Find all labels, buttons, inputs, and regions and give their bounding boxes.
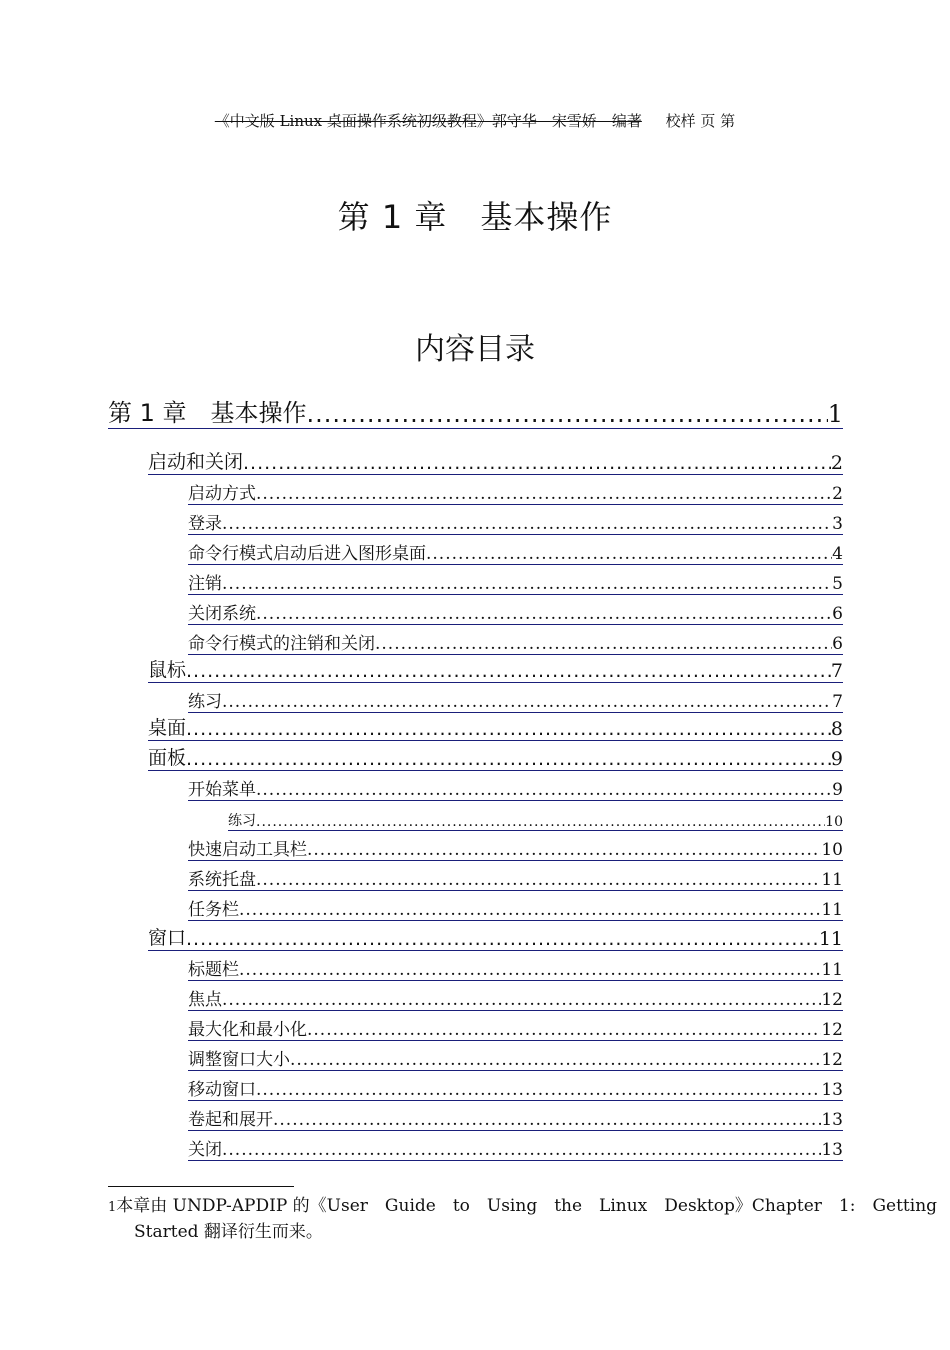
toc-entry-label: 启动方式 — [188, 484, 256, 504]
toc-entry-cli-to-desktop[interactable] — [188, 540, 843, 565]
toc-entry-label: 标题栏 — [188, 960, 239, 980]
footnote — [108, 1194, 950, 1244]
toc-dot-leader — [186, 660, 831, 682]
toc-page-number: 12 — [821, 990, 843, 1010]
toc-entry-label: 焦点 — [188, 990, 222, 1010]
toc-dot-leader — [256, 870, 821, 890]
toc-entry-mouse[interactable] — [148, 656, 843, 683]
footnote-mark: 1 — [108, 1200, 117, 1215]
toc-page-number: 12 — [821, 1050, 843, 1070]
toc-entry-taskbar[interactable] — [188, 896, 843, 921]
footnote-line-2: Started 翻译衍生而来。 — [134, 1222, 323, 1242]
toc-entry-desktop[interactable] — [148, 714, 843, 741]
running-header-tail: 校样 页 第 — [645, 112, 736, 130]
toc-page-number: 8 — [830, 718, 843, 740]
toc-entry-label: 鼠标 — [148, 659, 187, 681]
toc-page-number: 13 — [821, 1080, 843, 1100]
toc-dot-leader — [307, 840, 821, 860]
toc-entry-label: 桌面 — [148, 717, 187, 739]
toc-entry-roll-up-unroll[interactable] — [188, 1106, 843, 1131]
running-header — [0, 110, 950, 131]
toc-page-number: 9 — [830, 748, 843, 770]
toc-dot-leader — [239, 960, 821, 980]
toc-page-number: 13 — [821, 1140, 843, 1160]
toc-page-number: 3 — [832, 514, 843, 534]
toc-page-number: 7 — [830, 660, 843, 682]
toc-page-number: 13 — [821, 1110, 843, 1130]
toc-entry-mouse-exercise[interactable] — [188, 688, 843, 713]
toc-page-number: 11 — [821, 900, 843, 920]
toc-entry-label: 命令行模式启动后进入图形桌面 — [188, 544, 426, 564]
toc-page-number: 5 — [832, 574, 843, 594]
toc-dot-leader — [256, 1080, 821, 1100]
toc-dot-leader — [186, 718, 831, 740]
toc-page-number: 4 — [832, 544, 843, 564]
toc-entry-login[interactable] — [188, 510, 843, 535]
toc-entry-logout[interactable] — [188, 570, 843, 595]
toc-dot-leader — [307, 1020, 821, 1040]
toc-dot-leader — [256, 814, 825, 830]
toc-entry-label: 系统托盘 — [188, 870, 256, 890]
toc-entry-title-bar[interactable] — [188, 956, 843, 981]
toc-entry-label: 关闭系统 — [188, 604, 256, 624]
toc-entry-shutdown[interactable] — [188, 600, 843, 625]
toc-dot-leader — [222, 1140, 821, 1160]
toc-dot-leader — [186, 748, 831, 770]
toc-entry-label: 启动和关闭 — [148, 451, 244, 473]
toc-entry-label: 练习 — [228, 813, 256, 829]
toc-entry-label: 移动窗口 — [188, 1080, 256, 1100]
toc-page-number: 1 — [827, 400, 843, 428]
toc-entry-label: 窗口 — [148, 927, 187, 949]
toc-entry-maximize-minimize[interactable] — [188, 1016, 843, 1041]
toc-page-number: 6 — [832, 634, 843, 654]
toc-entry-label: 开始菜单 — [188, 780, 256, 800]
toc-page-number: 2 — [830, 452, 843, 474]
toc-page-number: 11 — [821, 960, 843, 980]
toc-dot-leader — [375, 634, 832, 654]
toc-entry-label: 关闭 — [188, 1140, 222, 1160]
toc-entry-label: 调整窗口大小 — [188, 1050, 290, 1070]
chapter-title: 第 1 章 基本操作 — [337, 198, 613, 236]
toc-entry-focus[interactable] — [188, 986, 843, 1011]
toc-dot-leader — [222, 692, 832, 712]
toc-dot-leader — [239, 900, 821, 920]
toc-entry-resize-window[interactable] — [188, 1046, 843, 1071]
toc-dot-leader — [222, 574, 832, 594]
toc-dot-leader — [273, 1110, 821, 1130]
toc-entry-label: 注销 — [188, 574, 222, 594]
toc-dot-leader — [290, 1050, 821, 1070]
toc-entry-quick-launch[interactable] — [188, 836, 843, 861]
toc-dot-leader — [426, 544, 832, 564]
toc-page-number: 10 — [821, 840, 843, 860]
toc-dot-leader — [256, 780, 832, 800]
toc-entry-label: 第 1 章 基本操作 — [108, 399, 307, 427]
toc-entry-label: 卷起和展开 — [188, 1110, 273, 1130]
toc-dot-leader — [222, 990, 821, 1010]
toc-entry-startup-methods[interactable] — [188, 480, 843, 505]
toc-entry-startup-shutdown[interactable] — [148, 448, 843, 475]
toc-page-number: 10 — [825, 814, 843, 830]
toc-entry-panel[interactable] — [148, 744, 843, 771]
toc-entry-close[interactable] — [188, 1136, 843, 1161]
toc-dot-leader — [307, 400, 828, 428]
toc-page-number: 11 — [821, 870, 843, 890]
toc-page-number: 7 — [832, 692, 843, 712]
toc-entry-label: 任务栏 — [188, 900, 239, 920]
running-header-text: 《中文版 Linux 桌面操作系统初级教程》郭守华 宋雪娇 编著 — [214, 112, 642, 130]
toc-entry-start-menu[interactable] — [188, 776, 843, 801]
toc-entry-window[interactable] — [148, 924, 843, 951]
toc-dot-leader — [186, 928, 819, 950]
toc-entry-label: 快速启动工具栏 — [188, 840, 307, 860]
toc-entry-cli-logout-shutdown[interactable] — [188, 630, 843, 655]
toc-page-number: 9 — [832, 780, 843, 800]
toc-dot-leader — [222, 514, 832, 534]
toc-entry-label: 面板 — [148, 747, 187, 769]
toc-entry-system-tray[interactable] — [188, 866, 843, 891]
toc-dot-leader — [243, 452, 831, 474]
toc-dot-leader — [256, 484, 832, 504]
toc-dot-leader — [256, 604, 832, 624]
toc-page-number: 6 — [832, 604, 843, 624]
toc-entry-start-menu-exercise[interactable] — [228, 810, 843, 831]
toc-page-number: 11 — [818, 928, 843, 950]
toc-entry-label: 最大化和最小化 — [188, 1020, 307, 1040]
toc-page-number: 12 — [821, 1020, 843, 1040]
toc-entry-label: 登录 — [188, 514, 222, 534]
toc-entry-label: 练习 — [188, 692, 222, 712]
toc-page-number: 2 — [832, 484, 843, 504]
footnote-line-1 — [108, 1194, 950, 1220]
toc-entry-move-window[interactable] — [188, 1076, 843, 1101]
toc-entry-label: 命令行模式的注销和关闭 — [188, 634, 375, 654]
toc-entry-chapter-1[interactable] — [108, 394, 843, 429]
footnote-separator — [108, 1186, 294, 1187]
footnote-text-1: 本章由 UNDP-APDIP 的《User Guide to Using the Linux Desktop》Chapter 1: Getting — [116, 1196, 938, 1216]
toc-heading: 内容目录 — [415, 332, 535, 367]
